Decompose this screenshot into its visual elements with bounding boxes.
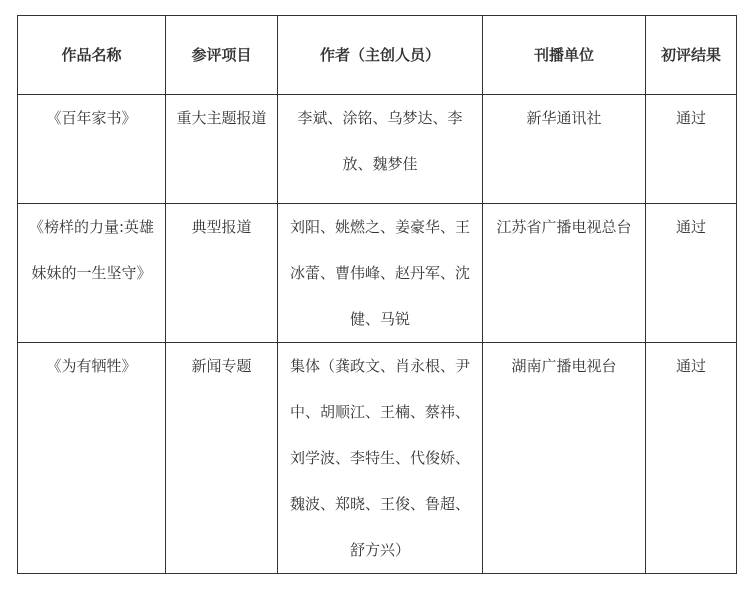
- results-table: [17, 15, 737, 574]
- header-authors: 作者（主创人员）: [278, 16, 483, 95]
- header-work-name: 作品名称: [18, 16, 166, 95]
- table-row: [18, 204, 737, 343]
- cell-work-name: 《百年家书》: [18, 95, 166, 204]
- cell-work-name: 《为有牺牲》: [18, 343, 166, 574]
- cell-category: 典型报道: [166, 204, 278, 343]
- header-category: 参评项目: [166, 16, 278, 95]
- cell-publisher: 湖南广播电视台: [483, 343, 646, 574]
- cell-category: 新闻专题: [166, 343, 278, 574]
- cell-result: 通过: [646, 343, 737, 574]
- table-row: [18, 95, 737, 204]
- cell-publisher: 江苏省广播电视总台: [483, 204, 646, 343]
- cell-publisher: 新华通讯社: [483, 95, 646, 204]
- table-header-row: [18, 16, 737, 95]
- cell-authors: 刘阳、姚燃之、姜豪华、王冰蕾、曹伟峰、赵丹军、沈健、马锐: [278, 204, 483, 343]
- cell-authors: 李斌、涂铭、乌梦达、李放、魏梦佳: [278, 95, 483, 204]
- cell-authors: 集体（龚政文、肖永根、尹中、胡顺江、王楠、蔡祎、刘学波、李特生、代俊娇、魏波、郑晓、王俊、鲁超、舒方兴）: [278, 343, 483, 574]
- cell-result: 通过: [646, 204, 737, 343]
- table-row: [18, 343, 737, 574]
- cell-work-name: 《榜样的力量:英雄妹妹的一生坚守》: [18, 204, 166, 343]
- cell-category: 重大主题报道: [166, 95, 278, 204]
- cell-result: 通过: [646, 95, 737, 204]
- header-publisher: 刊播单位: [483, 16, 646, 95]
- header-result: 初评结果: [646, 16, 737, 95]
